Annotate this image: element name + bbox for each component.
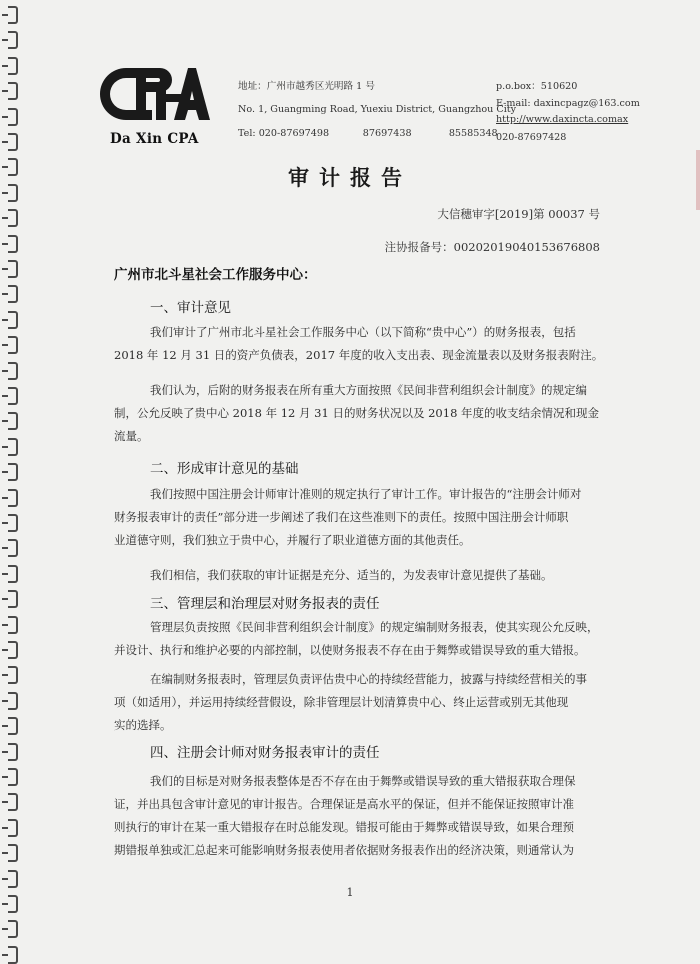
binding-ring	[8, 641, 18, 659]
paragraph-line: 我们认为，后附的财务报表在所有重大方面按照《民间非营利组织会计制度》的规定编	[150, 383, 587, 397]
telephone-row	[238, 127, 519, 141]
paragraph-evidence	[114, 564, 604, 587]
daxin-cpa-logo	[96, 64, 211, 124]
binding-ring	[8, 514, 18, 532]
binding-ring	[8, 108, 18, 126]
section-heading-basis-for-opinion: 二、形成审计意见的基础	[150, 461, 299, 477]
binding-rings	[0, 0, 26, 963]
binding-ring	[8, 463, 18, 481]
po-box: p.o.box：510620	[496, 81, 578, 92]
paragraph-line: 我们审计了广州市北斗星社会工作服务中心（以下简称“贵中心”）的财务报表，包括	[150, 325, 576, 339]
paragraph-line: 流量。	[114, 429, 149, 443]
tel-number-2: 87697438	[362, 128, 412, 139]
paragraph-line: 2018 年 12 月 31 日的资产负债表，2017 年度的收入支出表、现金流量表以及财务报表附注。	[114, 348, 604, 362]
paragraph-management-duty	[114, 616, 604, 662]
binding-ring	[8, 57, 18, 75]
binding-ring	[8, 539, 18, 557]
binding-ring	[8, 946, 18, 964]
paragraph-audit-scope	[114, 321, 604, 367]
binding-ring	[8, 590, 18, 608]
section-heading-management-responsibility: 三、管理层和治理层对财务报表的责任	[150, 596, 380, 612]
binding-ring	[8, 362, 18, 380]
paragraph-line: 我们按照中国注册会计师审计准则的规定执行了审计工作。审计报告的“注册会计师对	[150, 487, 582, 501]
paragraph-line: 管理层负责按照《民间非营利组织会计制度》的规定编制财务报表，使其实现公允反映，	[150, 620, 599, 634]
paragraph-line: 制，公允反映了贵中心 2018 年 12 月 31 日的财务状况以及 2018 年度的收支结余情况和现金	[114, 406, 600, 420]
addressee: 广州市北斗星社会工作服务中心：	[114, 267, 317, 283]
binding-ring	[8, 260, 18, 278]
binding-ring	[8, 133, 18, 151]
paragraph-line: 我们的目标是对财务报表整体是否不存在由于舞弊或错误导致的重大错报获取合理保	[150, 774, 576, 788]
binding-ring	[8, 311, 18, 329]
binding-ring	[8, 743, 18, 761]
binding-ring	[8, 768, 18, 786]
paragraph-line: 期错报单独或汇总起来可能影响财务报表使用者依据财务报表作出的经济决策，则通常认为	[114, 843, 574, 857]
section-heading-auditor-responsibility: 四、注册会计师对财务报表审计的责任	[150, 745, 380, 761]
registration-number: 注协报备号：00202019040153676808	[384, 240, 600, 254]
paragraph-auditor-objective	[114, 770, 604, 862]
binding-ring	[8, 793, 18, 811]
paragraph-opinion	[114, 379, 604, 448]
section-heading-audit-opinion: 一、审计意见	[150, 300, 231, 316]
firm-name: Da Xin CPA	[110, 131, 199, 147]
paragraph-line: 则执行的审计在某一重大错报存在时总能发现。错报可能由于舞弊或错误导致，如果合理预	[114, 820, 574, 834]
paragraph-line: 实的选择。	[114, 718, 172, 732]
binding-ring	[8, 489, 18, 507]
binding-ring	[8, 565, 18, 583]
binding-ring	[8, 920, 18, 938]
binding-ring	[8, 666, 18, 684]
binding-ring	[8, 82, 18, 100]
binding-ring	[8, 717, 18, 735]
paragraph-line: 在编制财务报表时，管理层负责评估贵中心的持续经营能力，披露与持续经营相关的事	[150, 672, 587, 686]
paragraph-basis	[114, 483, 604, 552]
binding-ring	[8, 438, 18, 456]
binding-ring	[8, 819, 18, 837]
binding-ring	[8, 692, 18, 710]
tel-number-1: 020-87697498	[258, 128, 330, 139]
binding-ring	[8, 235, 18, 253]
binding-ring	[8, 616, 18, 634]
binding-ring	[8, 209, 18, 227]
binding-ring	[8, 412, 18, 430]
address-english: No. 1, Guangming Road, Yuexiu District, Guangzhou City	[238, 104, 517, 115]
email-address: E-mail: daxincpagz@163.com	[496, 98, 640, 109]
paragraph-line: 我们相信，我们获取的审计证据是充分、适当的，为发表审计意见提供了基础。	[150, 568, 553, 582]
paragraph-line: 项（如适用），并运用持续经营假设，除非管理层计划清算贵中心、终止运营或别无其他现	[114, 695, 569, 709]
report-title: 审计报告	[288, 165, 412, 190]
page-number: 1	[346, 886, 354, 899]
paragraph-line: 财务报表审计的责任”部分进一步阐述了我们在这些准则下的责任。按照中国注册会计师职	[114, 510, 569, 524]
tel-label: Tel:	[238, 128, 256, 139]
address-chinese: 地址：广州市越秀区光明路 1 号	[238, 81, 375, 92]
fax-number: 020-87697428	[496, 132, 567, 143]
paragraph-line: 并设计、执行和维护必要的内部控制，以使财务报表不存在由于舞弊或错误导致的重大错报。	[114, 643, 586, 657]
binding-ring	[8, 6, 18, 24]
binding-ring	[8, 336, 18, 354]
binding-ring	[8, 285, 18, 303]
paragraph-going-concern	[114, 668, 604, 737]
binding-ring	[8, 844, 18, 862]
paragraph-line: 证，并出具包含审计意见的审计报告。合理保证是高水平的保证，但并不能保证按照审计准	[114, 797, 574, 811]
website-link: http://www.daxincta.comax	[496, 114, 629, 125]
report-reference-number: 大信穗审字[2019]第 00037 号	[437, 207, 600, 221]
binding-ring	[8, 387, 18, 405]
binding-ring	[8, 870, 18, 888]
binding-ring	[8, 31, 18, 49]
tel-number-3: 85585348	[448, 128, 498, 139]
paragraph-line: 业道德守则，我们独立于贵中心，并履行了职业道德方面的其他责任。	[114, 533, 471, 547]
